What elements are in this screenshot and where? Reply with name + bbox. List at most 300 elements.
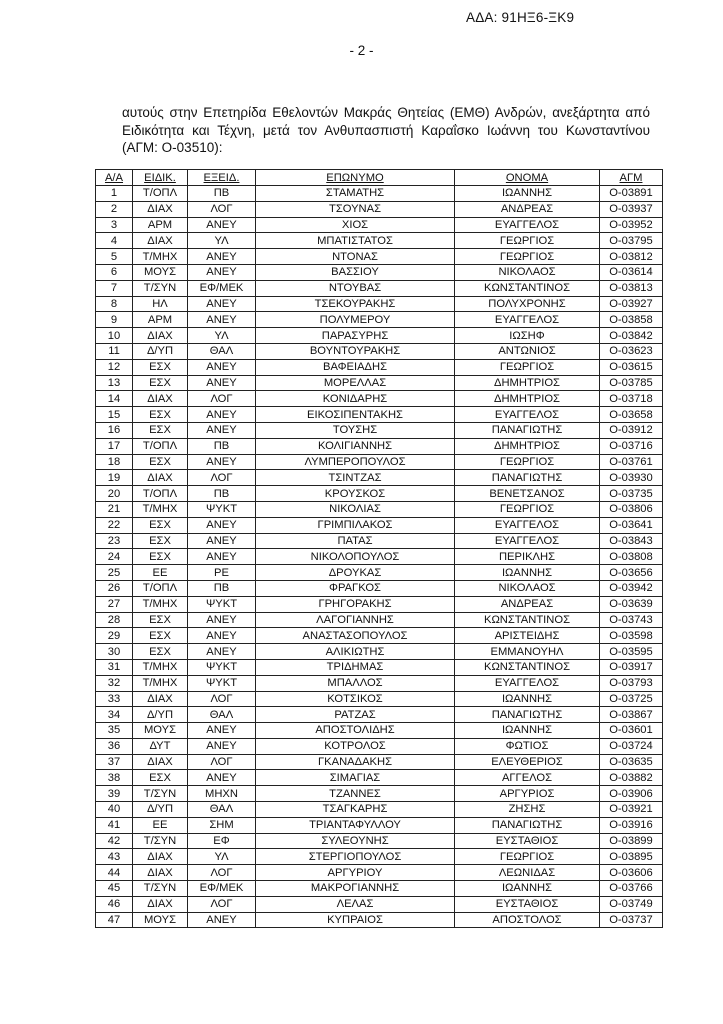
cell-aa: 36 <box>96 738 133 754</box>
cell-surname: ΒΑΦΕΙΑΔΗΣ <box>256 359 455 375</box>
cell-specialty: Τ/ΣΥΝ <box>133 881 188 897</box>
cell-first-name: ΕΛΕΥΘΕΡΙΟΣ <box>455 754 600 770</box>
cell-specialty: ΕΣΧ <box>133 454 188 470</box>
table-row <box>96 754 663 770</box>
cell-aa: 18 <box>96 454 133 470</box>
cell-surname: ΝΤΟΝΑΣ <box>256 249 455 265</box>
cell-subspecialty: ΑΝΕΥ <box>188 612 256 628</box>
table-row <box>96 533 663 549</box>
cell-specialty: ΔΙΑΧ <box>133 201 188 217</box>
cell-agm: Ο-03656 <box>600 565 663 581</box>
cell-subspecialty: ΨΥΚΤ <box>188 596 256 612</box>
cell-aa: 31 <box>96 659 133 675</box>
cell-first-name: ΕΥΑΓΓΕΛΟΣ <box>455 675 600 691</box>
cell-specialty: ΔΙΑΧ <box>133 233 188 249</box>
cell-agm: Ο-03927 <box>600 296 663 312</box>
cell-first-name: ΚΩΝΣΤΑΝΤΙΝΟΣ <box>455 659 600 675</box>
cell-subspecialty: ΕΦ/ΜΕΚ <box>188 881 256 897</box>
cell-specialty: Τ/ΟΠΛ <box>133 580 188 596</box>
table-row <box>96 407 663 423</box>
cell-aa: 5 <box>96 249 133 265</box>
cell-agm: Ο-03899 <box>600 833 663 849</box>
cell-first-name: ΠΕΡΙΚΛΗΣ <box>455 549 600 565</box>
cell-first-name: ΙΩΑΝΝΗΣ <box>455 691 600 707</box>
cell-subspecialty: ΥΛ <box>188 328 256 344</box>
table-row <box>96 264 663 280</box>
cell-surname: ΒΟΥΝΤΟΥΡΑΚΗΣ <box>256 343 455 359</box>
cell-aa: 41 <box>96 817 133 833</box>
cell-surname: ΝΤΟΥΒΑΣ <box>256 280 455 296</box>
cell-subspecialty: ΥΛ <box>188 849 256 865</box>
cell-subspecialty: ΘΑΛ <box>188 343 256 359</box>
cell-first-name: ΑΡΓΥΡΙΟΣ <box>455 786 600 802</box>
cell-first-name: ΙΩΣΗΦ <box>455 328 600 344</box>
cell-specialty: ΔΙΑΧ <box>133 754 188 770</box>
cell-subspecialty: ΑΝΕΥ <box>188 770 256 786</box>
cell-agm: Ο-03641 <box>600 517 663 533</box>
table-row <box>96 580 663 596</box>
cell-surname: ΚΥΠΡΑΙΟΣ <box>256 912 455 928</box>
cell-agm: Ο-03749 <box>600 896 663 912</box>
cell-subspecialty: ΑΝΕΥ <box>188 249 256 265</box>
cell-first-name: ΔΗΜΗΤΡΙΟΣ <box>455 375 600 391</box>
cell-agm: Ο-03785 <box>600 375 663 391</box>
table-row <box>96 422 663 438</box>
cell-subspecialty: ΨΥΚΤ <box>188 659 256 675</box>
cell-subspecialty: ΨΥΚΤ <box>188 675 256 691</box>
cell-subspecialty: ΑΝΕΥ <box>188 738 256 754</box>
cell-specialty: ΔΙΑΧ <box>133 849 188 865</box>
cell-agm: Ο-03614 <box>600 264 663 280</box>
cell-subspecialty: ΣΗΜ <box>188 817 256 833</box>
table-row <box>96 438 663 454</box>
cell-specialty: ΜΟΥΣ <box>133 264 188 280</box>
cell-specialty: ΕΣΧ <box>133 628 188 644</box>
cell-surname: ΚΟΤΡΟΛΟΣ <box>256 738 455 754</box>
cell-specialty: Δ/ΥΠ <box>133 707 188 723</box>
cell-subspecialty: ΛΟΓ <box>188 691 256 707</box>
cell-agm: Ο-03601 <box>600 723 663 739</box>
cell-aa: 47 <box>96 912 133 928</box>
cell-agm: Ο-03843 <box>600 533 663 549</box>
cell-specialty: ΕΣΧ <box>133 375 188 391</box>
cell-subspecialty: ΘΑΛ <box>188 707 256 723</box>
cell-agm: Ο-03921 <box>600 802 663 818</box>
cell-surname: ΠΟΛΥΜΕΡΟΥ <box>256 312 455 328</box>
cell-first-name: ΔΗΜΗΤΡΙΟΣ <box>455 438 600 454</box>
cell-agm: Ο-03724 <box>600 738 663 754</box>
cell-specialty: ΑΡΜ <box>133 217 188 233</box>
cell-specialty: Τ/ΜΗΧ <box>133 675 188 691</box>
cell-aa: 8 <box>96 296 133 312</box>
cell-surname: ΒΑΣΣΙΟΥ <box>256 264 455 280</box>
cell-subspecialty: ΑΝΕΥ <box>188 296 256 312</box>
cell-agm: Ο-03735 <box>600 486 663 502</box>
cell-aa: 26 <box>96 580 133 596</box>
table-row <box>96 912 663 928</box>
cell-agm: Ο-03806 <box>600 501 663 517</box>
cell-agm: Ο-03595 <box>600 644 663 660</box>
cell-agm: Ο-03635 <box>600 754 663 770</box>
cell-aa: 45 <box>96 881 133 897</box>
cell-aa: 14 <box>96 391 133 407</box>
cell-specialty: Τ/ΜΗΧ <box>133 659 188 675</box>
table-row <box>96 549 663 565</box>
table-row <box>96 249 663 265</box>
cell-surname: ΚΟΝΙΔΑΡΗΣ <box>256 391 455 407</box>
cell-surname: ΑΛΙΚΙΩΤΗΣ <box>256 644 455 660</box>
table-row <box>96 849 663 865</box>
cell-first-name: ΑΝΔΡΕΑΣ <box>455 201 600 217</box>
cell-subspecialty: ΛΟΓ <box>188 896 256 912</box>
cell-specialty: ΔΥΤ <box>133 738 188 754</box>
header-surname: ΕΠΩΝΥΜΟ <box>256 170 455 186</box>
table-row <box>96 280 663 296</box>
cell-agm: Ο-03952 <box>600 217 663 233</box>
cell-subspecialty: ΑΝΕΥ <box>188 549 256 565</box>
cell-subspecialty: ΛΟΓ <box>188 470 256 486</box>
cell-surname: ΤΣΙΝΤΖΑΣ <box>256 470 455 486</box>
cell-agm: Ο-03658 <box>600 407 663 423</box>
cell-agm: Ο-03813 <box>600 280 663 296</box>
cell-surname: ΓΚΑΝΑΔΑΚΗΣ <box>256 754 455 770</box>
cell-specialty: ΕΣΧ <box>133 549 188 565</box>
cell-surname: ΤΟΥΣΗΣ <box>256 422 455 438</box>
cell-surname: ΓΡΙΜΠΙΛΑΚΟΣ <box>256 517 455 533</box>
cell-subspecialty: ΑΝΕΥ <box>188 359 256 375</box>
cell-first-name: ΦΩΤΙΟΣ <box>455 738 600 754</box>
cell-surname: ΑΝΑΣΤΑΣΟΠΟΥΛΟΣ <box>256 628 455 644</box>
cell-agm: Ο-03942 <box>600 580 663 596</box>
cell-surname: ΣΥΛΕΟΥΝΗΣ <box>256 833 455 849</box>
cell-subspecialty: ΑΝΕΥ <box>188 264 256 280</box>
table-row <box>96 896 663 912</box>
cell-surname: ΤΣΕΚΟΥΡΑΚΗΣ <box>256 296 455 312</box>
cell-first-name: ΓΕΩΡΓΙΟΣ <box>455 359 600 375</box>
cell-first-name: ΠΟΛΥΧΡΟΝΗΣ <box>455 296 600 312</box>
cell-subspecialty: ΛΟΓ <box>188 754 256 770</box>
cell-surname: ΡΑΤΖΑΣ <box>256 707 455 723</box>
table-row <box>96 233 663 249</box>
cell-first-name: ΓΕΩΡΓΙΟΣ <box>455 454 600 470</box>
cell-specialty: Τ/ΜΗΧ <box>133 249 188 265</box>
cell-subspecialty: ΑΝΕΥ <box>188 312 256 328</box>
table-row <box>96 312 663 328</box>
cell-aa: 9 <box>96 312 133 328</box>
cell-specialty: ΜΟΥΣ <box>133 912 188 928</box>
cell-first-name: ΕΥΑΓΓΕΛΟΣ <box>455 312 600 328</box>
cell-first-name: ΑΝΤΩΝΙΟΣ <box>455 343 600 359</box>
cell-first-name: ΕΥΣΤΑΘΙΟΣ <box>455 833 600 849</box>
cell-specialty: Τ/ΣΥΝ <box>133 280 188 296</box>
cell-surname: ΛΥΜΠΕΡΟΠΟΥΛΟΣ <box>256 454 455 470</box>
cell-first-name: ΙΩΑΝΝΗΣ <box>455 186 600 202</box>
header-aa: Α/Α <box>96 170 133 186</box>
cell-surname: ΤΣΟΥΝΑΣ <box>256 201 455 217</box>
cell-aa: 19 <box>96 470 133 486</box>
cell-agm: Ο-03895 <box>600 849 663 865</box>
cell-subspecialty: ΨΥΚΤ <box>188 501 256 517</box>
cell-aa: 39 <box>96 786 133 802</box>
cell-aa: 27 <box>96 596 133 612</box>
cell-aa: 43 <box>96 849 133 865</box>
table-row <box>96 217 663 233</box>
cell-aa: 7 <box>96 280 133 296</box>
cell-aa: 10 <box>96 328 133 344</box>
table-row <box>96 359 663 375</box>
cell-subspecialty: ΥΛ <box>188 233 256 249</box>
table-body <box>96 186 663 928</box>
header-agm: ΑΓΜ <box>600 170 663 186</box>
cell-subspecialty: ΛΟΓ <box>188 391 256 407</box>
cell-aa: 6 <box>96 264 133 280</box>
table-row <box>96 707 663 723</box>
cell-subspecialty: ΑΝΕΥ <box>188 533 256 549</box>
cell-first-name: ΑΡΙΣΤΕΙΔΗΣ <box>455 628 600 644</box>
cell-subspecialty: ΘΑΛ <box>188 802 256 818</box>
cell-subspecialty: ΛΟΓ <box>188 201 256 217</box>
cell-subspecialty: ΕΦ/ΜΕΚ <box>188 280 256 296</box>
cell-aa: 13 <box>96 375 133 391</box>
table-row <box>96 501 663 517</box>
cell-agm: Ο-03795 <box>600 233 663 249</box>
cell-specialty: Τ/ΟΠΛ <box>133 438 188 454</box>
cell-agm: Ο-03867 <box>600 707 663 723</box>
table-row <box>96 628 663 644</box>
cell-first-name: ΓΕΩΡΓΙΟΣ <box>455 501 600 517</box>
cell-specialty: ΔΙΑΧ <box>133 691 188 707</box>
cell-first-name: ΙΩΑΝΝΗΣ <box>455 723 600 739</box>
cell-subspecialty: ΑΝΕΥ <box>188 912 256 928</box>
cell-specialty: ΔΙΑΧ <box>133 865 188 881</box>
table-row <box>96 770 663 786</box>
cell-first-name: ΕΥΑΓΓΕΛΟΣ <box>455 217 600 233</box>
cell-specialty: Τ/ΟΠΛ <box>133 486 188 502</box>
cell-surname: ΚΟΤΣΙΚΟΣ <box>256 691 455 707</box>
cell-surname: ΑΡΓΥΡΙΟΥ <box>256 865 455 881</box>
cell-subspecialty: ΑΝΕΥ <box>188 628 256 644</box>
cell-aa: 44 <box>96 865 133 881</box>
cell-aa: 1 <box>96 186 133 202</box>
cell-subspecialty: ΛΟΓ <box>188 865 256 881</box>
cell-specialty: Τ/ΟΠΛ <box>133 186 188 202</box>
cell-agm: Ο-03761 <box>600 454 663 470</box>
cell-surname: ΤΖΑΝΝΕΣ <box>256 786 455 802</box>
cell-aa: 34 <box>96 707 133 723</box>
cell-aa: 20 <box>96 486 133 502</box>
cell-specialty: Τ/ΜΗΧ <box>133 501 188 517</box>
cell-surname: ΕΙΚΟΣΙΠΕΝΤΑΚΗΣ <box>256 407 455 423</box>
table-row <box>96 486 663 502</box>
table-row <box>96 186 663 202</box>
cell-agm: Ο-03598 <box>600 628 663 644</box>
cell-specialty: ΕΣΧ <box>133 612 188 628</box>
cell-aa: 16 <box>96 422 133 438</box>
table-row <box>96 565 663 581</box>
table-row <box>96 517 663 533</box>
cell-specialty: ΕΣΧ <box>133 422 188 438</box>
table-row <box>96 833 663 849</box>
table-row <box>96 328 663 344</box>
cell-specialty: Τ/ΜΗΧ <box>133 596 188 612</box>
cell-first-name: ΑΠΟΣΤΟΛΟΣ <box>455 912 600 928</box>
table-row <box>96 865 663 881</box>
cell-surname: ΚΟΛΙΓΙΑΝΝΗΣ <box>256 438 455 454</box>
cell-surname: ΣΤΕΡΓΙΟΠΟΥΛΟΣ <box>256 849 455 865</box>
cell-surname: ΜΑΚΡΟΓΙΑΝΝΗΣ <box>256 881 455 897</box>
cell-surname: ΑΠΟΣΤΟΛΙΔΗΣ <box>256 723 455 739</box>
header-subspecialty: ΕΞΕΙΔ. <box>188 170 256 186</box>
cell-agm: Ο-03737 <box>600 912 663 928</box>
cell-first-name: ΕΥΣΤΑΘΙΟΣ <box>455 896 600 912</box>
cell-aa: 46 <box>96 896 133 912</box>
cell-surname: ΠΑΤΑΣ <box>256 533 455 549</box>
table-row <box>96 786 663 802</box>
table-row <box>96 375 663 391</box>
cell-subspecialty: ΠΒ <box>188 186 256 202</box>
cell-agm: Ο-03891 <box>600 186 663 202</box>
cell-aa: 23 <box>96 533 133 549</box>
cell-aa: 3 <box>96 217 133 233</box>
header-first-name: ΟΝΟΜΑ <box>455 170 600 186</box>
cell-specialty: ΕΣΧ <box>133 533 188 549</box>
cell-aa: 17 <box>96 438 133 454</box>
table-row <box>96 802 663 818</box>
cell-first-name: ΖΗΣΗΣ <box>455 802 600 818</box>
table-row <box>96 675 663 691</box>
cell-subspecialty: ΠΒ <box>188 486 256 502</box>
table-row <box>96 391 663 407</box>
cell-aa: 32 <box>96 675 133 691</box>
cell-first-name: ΕΥΑΓΓΕΛΟΣ <box>455 533 600 549</box>
cell-first-name: ΓΕΩΡΓΙΟΣ <box>455 233 600 249</box>
table-row <box>96 644 663 660</box>
cell-specialty: ΔΙΑΧ <box>133 328 188 344</box>
cell-first-name: ΕΥΑΓΓΕΛΟΣ <box>455 517 600 533</box>
cell-surname: ΠΑΡΑΣΥΡΗΣ <box>256 328 455 344</box>
cell-first-name: ΔΗΜΗΤΡΙΟΣ <box>455 391 600 407</box>
cell-surname: ΝΙΚΟΛΙΑΣ <box>256 501 455 517</box>
table-row <box>96 470 663 486</box>
cell-specialty: ΕΣΧ <box>133 407 188 423</box>
cell-aa: 42 <box>96 833 133 849</box>
cell-surname: ΓΡΗΓΟΡΑΚΗΣ <box>256 596 455 612</box>
cell-subspecialty: ΑΝΕΥ <box>188 454 256 470</box>
cell-specialty: ΕΕ <box>133 565 188 581</box>
cell-agm: Ο-03716 <box>600 438 663 454</box>
cell-surname: ΦΡΑΓΚΟΣ <box>256 580 455 596</box>
cell-surname: ΤΡΙΔΗΜΑΣ <box>256 659 455 675</box>
cell-subspecialty: ΠΒ <box>188 580 256 596</box>
personnel-table <box>95 169 663 928</box>
cell-subspecialty: ΑΝΕΥ <box>188 644 256 660</box>
page-number: - 2 - <box>349 43 374 58</box>
cell-surname: ΧΙΟΣ <box>256 217 455 233</box>
cell-aa: 33 <box>96 691 133 707</box>
cell-agm: Ο-03606 <box>600 865 663 881</box>
table-row <box>96 723 663 739</box>
table-row <box>96 881 663 897</box>
cell-first-name: ΠΑΝΑΓΙΩΤΗΣ <box>455 817 600 833</box>
cell-agm: Ο-03912 <box>600 422 663 438</box>
cell-specialty: ΕΕ <box>133 817 188 833</box>
cell-first-name: ΠΑΝΑΓΙΩΤΗΣ <box>455 707 600 723</box>
cell-first-name: ΑΓΓΕΛΟΣ <box>455 770 600 786</box>
cell-agm: Ο-03882 <box>600 770 663 786</box>
cell-first-name: ΓΕΩΡΓΙΟΣ <box>455 849 600 865</box>
cell-specialty: ΕΣΧ <box>133 517 188 533</box>
cell-aa: 38 <box>96 770 133 786</box>
table-row <box>96 738 663 754</box>
cell-first-name: ΑΝΔΡΕΑΣ <box>455 596 600 612</box>
cell-specialty: ΕΣΧ <box>133 359 188 375</box>
cell-aa: 35 <box>96 723 133 739</box>
cell-specialty: Τ/ΣΥΝ <box>133 786 188 802</box>
cell-aa: 15 <box>96 407 133 423</box>
cell-agm: Ο-03858 <box>600 312 663 328</box>
table-row <box>96 691 663 707</box>
cell-first-name: ΚΩΝΣΤΑΝΤΙΝΟΣ <box>455 612 600 628</box>
cell-aa: 11 <box>96 343 133 359</box>
cell-first-name: ΠΑΝΑΓΙΩΤΗΣ <box>455 470 600 486</box>
cell-agm: Ο-03937 <box>600 201 663 217</box>
cell-subspecialty: ΑΝΕΥ <box>188 517 256 533</box>
cell-agm: Ο-03718 <box>600 391 663 407</box>
cell-surname: ΤΣΑΓΚΑΡΗΣ <box>256 802 455 818</box>
cell-surname: ΛΕΛΑΣ <box>256 896 455 912</box>
cell-subspecialty: ΑΝΕΥ <box>188 723 256 739</box>
cell-aa: 28 <box>96 612 133 628</box>
table-row <box>96 612 663 628</box>
cell-surname: ΤΡΙΑΝΤΑΦΥΛΛΟΥ <box>256 817 455 833</box>
cell-subspecialty: ΜΗΧΝ <box>188 786 256 802</box>
cell-surname: ΔΡΟΥΚΑΣ <box>256 565 455 581</box>
cell-aa: 37 <box>96 754 133 770</box>
table-row <box>96 659 663 675</box>
cell-agm: Ο-03906 <box>600 786 663 802</box>
cell-agm: Ο-03793 <box>600 675 663 691</box>
table-header-row <box>96 170 663 186</box>
intro-text: αυτούς στην Επετηρίδα Εθελοντών Μακράς Θητείας (ΕΜΘ) Ανδρών, ανεξάρτητα από Ειδικότητα και Τέχνη, μετά τον Ανθυπασπιστή Καραΐσκο Ιωάννη του Κωνσταντίνου (ΑΓΜ: Ο-03510): <box>122 105 650 155</box>
cell-aa: 12 <box>96 359 133 375</box>
cell-agm: Ο-03916 <box>600 817 663 833</box>
cell-surname: ΛΑΓΟΓΙΑΝΝΗΣ <box>256 612 455 628</box>
cell-first-name: ΠΑΝΑΓΙΩΤΗΣ <box>455 422 600 438</box>
table-row <box>96 201 663 217</box>
cell-agm: Ο-03639 <box>600 596 663 612</box>
cell-agm: Ο-03725 <box>600 691 663 707</box>
cell-surname: ΜΟΡΕΛΛΑΣ <box>256 375 455 391</box>
cell-first-name: ΝΙΚΟΛΑΟΣ <box>455 580 600 596</box>
cell-specialty: Τ/ΣΥΝ <box>133 833 188 849</box>
table-row <box>96 817 663 833</box>
header-specialty: ΕΙΔΙΚ. <box>133 170 188 186</box>
cell-agm: Ο-03930 <box>600 470 663 486</box>
cell-subspecialty: ΑΝΕΥ <box>188 375 256 391</box>
cell-surname: ΣΙΜΑΓΙΑΣ <box>256 770 455 786</box>
cell-first-name: ΓΕΩΡΓΙΟΣ <box>455 249 600 265</box>
cell-aa: 21 <box>96 501 133 517</box>
ada-code: ΑΔΑ: 91ΗΞ6-ΞΚ9 <box>466 10 575 25</box>
cell-agm: Ο-03743 <box>600 612 663 628</box>
cell-aa: 25 <box>96 565 133 581</box>
table-row <box>96 596 663 612</box>
cell-specialty: ΑΡΜ <box>133 312 188 328</box>
cell-specialty: ΕΣΧ <box>133 644 188 660</box>
cell-agm: Ο-03917 <box>600 659 663 675</box>
cell-first-name: ΛΕΩΝΙΔΑΣ <box>455 865 600 881</box>
cell-specialty: Δ/ΥΠ <box>133 802 188 818</box>
